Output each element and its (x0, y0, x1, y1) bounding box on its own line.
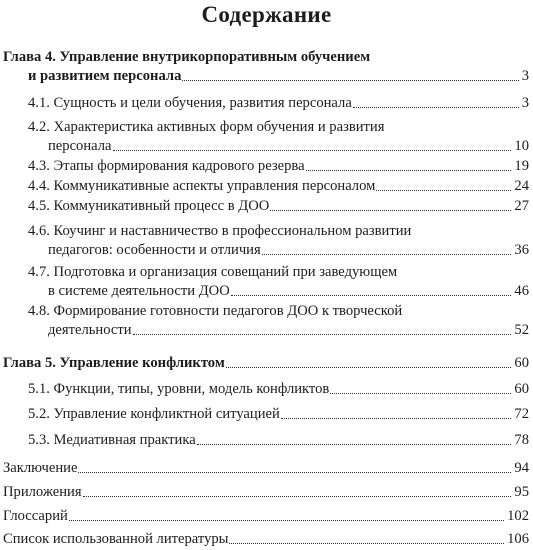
toc-page-number: 52 (514, 322, 529, 338)
toc-chapter-5[interactable] (0, 353, 533, 373)
toc-page-number: 36 (514, 242, 529, 258)
toc-appendices[interactable] (0, 482, 533, 502)
toc-entry-title-line: 4.7. Подготовка и организация совещаний при заведующем (28, 264, 398, 280)
toc-page-number: 3 (521, 68, 529, 84)
toc-chapter-4-cont[interactable] (0, 66, 533, 86)
toc-references[interactable] (0, 529, 533, 549)
toc-entry-last-line (48, 136, 529, 156)
toc-page-number: 3 (521, 95, 529, 111)
dot-leader (270, 209, 511, 211)
toc-page-number: 10 (514, 138, 529, 154)
dot-leader (229, 542, 504, 544)
toc-section-4-5[interactable] (0, 196, 533, 216)
toc-page-number: 95 (514, 484, 529, 500)
toc-page-number: 46 (514, 283, 529, 299)
dot-leader (281, 417, 512, 419)
toc-entry-last-line (28, 196, 529, 216)
toc-entry-title: 4.3. Этапы формирования кадрового резерва (28, 158, 305, 174)
toc-entry-title: деятельности (48, 322, 132, 338)
toc-section-4-7-cont[interactable] (0, 281, 533, 301)
toc-entry-last-line (28, 66, 529, 86)
toc-entry-last-line (48, 240, 529, 260)
toc-page-number: 94 (514, 460, 529, 476)
toc-entry-last-line (28, 404, 529, 424)
toc-section-4-2[interactable] (0, 117, 533, 137)
toc-entry-title: Список использованной литературы (3, 531, 229, 547)
dot-leader (78, 471, 511, 473)
toc-entry-title: педагогов: особенности и отличия (48, 242, 261, 258)
toc-page-number: 24 (514, 178, 529, 194)
toc-entry-last-line (3, 529, 529, 549)
toc-page-number: 19 (514, 158, 529, 174)
dot-leader (69, 519, 504, 521)
toc-section-4-8-cont[interactable] (0, 320, 533, 340)
toc-entry-title: Заключение (3, 460, 78, 476)
toc-entry-last-line (28, 93, 529, 113)
toc-glossary[interactable] (0, 506, 533, 526)
toc-entry-title-line: 4.6. Коучинг и наставничество в профессиональном развитии (28, 223, 412, 239)
page-title: Содержание (201, 2, 332, 27)
dot-leader (113, 149, 512, 151)
toc-section-5-1[interactable] (0, 379, 533, 399)
toc-entry-title-line: 4.2. Характеристика активных форм обучения и развития (28, 119, 385, 135)
toc-entry-title: 5.3. Медиативная практика (28, 432, 196, 448)
toc-entry-last-line (48, 320, 529, 340)
toc-entry-last-line (3, 353, 529, 373)
toc-entry-title: в системе деятельности ДОО (48, 283, 230, 299)
toc-entry-title: и развитием персонала (28, 68, 182, 84)
toc-section-4-2-cont[interactable] (0, 136, 533, 156)
dot-leader (231, 294, 512, 296)
dot-leader (262, 253, 512, 255)
dot-leader (197, 443, 512, 445)
toc-entry-title: 5.2. Управление конфликтной ситуацией (28, 406, 280, 422)
toc-entry-last-line (28, 430, 529, 450)
toc-entry-title: 4.4. Коммуникативные аспекты управления персоналом (28, 178, 376, 194)
toc-section-4-8[interactable] (0, 301, 533, 321)
toc-entry-last-line (48, 281, 529, 301)
toc-page-number: 102 (507, 508, 529, 524)
toc-page-number: 106 (507, 531, 529, 547)
toc-chapter-4[interactable] (0, 47, 533, 67)
toc-section-4-4[interactable] (0, 176, 533, 196)
toc-entry-title-line: Глава 4. Управление внутрикорпоративным обучением (3, 49, 371, 65)
dot-leader (306, 169, 512, 171)
toc-entry-title: Глоссарий (3, 508, 68, 524)
dot-leader (353, 106, 519, 108)
dot-leader (182, 79, 518, 81)
dot-leader (376, 189, 511, 191)
dot-leader (330, 392, 511, 394)
toc-page-number: 60 (514, 381, 529, 397)
dot-leader (133, 333, 512, 335)
toc-page-number: 60 (514, 355, 529, 371)
dot-leader (226, 366, 512, 368)
toc-entry-title: персонала (48, 138, 112, 154)
toc-page-number: 72 (514, 406, 529, 422)
toc-conclusion[interactable] (0, 458, 533, 478)
toc-entry-title: Глава 5. Управление конфликтом (3, 355, 225, 371)
toc-entry-last-line (3, 458, 529, 478)
toc-section-5-3[interactable] (0, 430, 533, 450)
toc-page-number: 27 (514, 198, 529, 214)
toc-entry-last-line (28, 156, 529, 176)
toc-section-4-7[interactable] (0, 262, 533, 282)
toc-section-5-2[interactable] (0, 404, 533, 424)
toc-entry-title: 5.1. Функции, типы, уровни, модель конфликтов (28, 381, 330, 397)
toc-entry-title: 4.5. Коммуникативный процесс в ДОО (28, 198, 270, 214)
toc-entry-last-line (28, 176, 529, 196)
toc-section-4-3[interactable] (0, 156, 533, 176)
toc-entry-last-line (3, 506, 529, 526)
toc-entry-title: 4.1. Сущность и цели обучения, развития персонала (28, 95, 352, 111)
dot-leader (83, 495, 512, 497)
toc-page-number: 78 (514, 432, 529, 448)
toc-entry-title: Приложения (3, 484, 82, 500)
toc-entry-last-line (3, 482, 529, 502)
toc-entry-last-line (28, 379, 529, 399)
toc-section-4-6-cont[interactable] (0, 240, 533, 260)
toc-entry-title-line: 4.8. Формирование готовности педагогов ДОО к творческой (28, 303, 403, 319)
toc-section-4-6[interactable] (0, 221, 533, 241)
toc-section-4-1[interactable] (0, 93, 533, 113)
